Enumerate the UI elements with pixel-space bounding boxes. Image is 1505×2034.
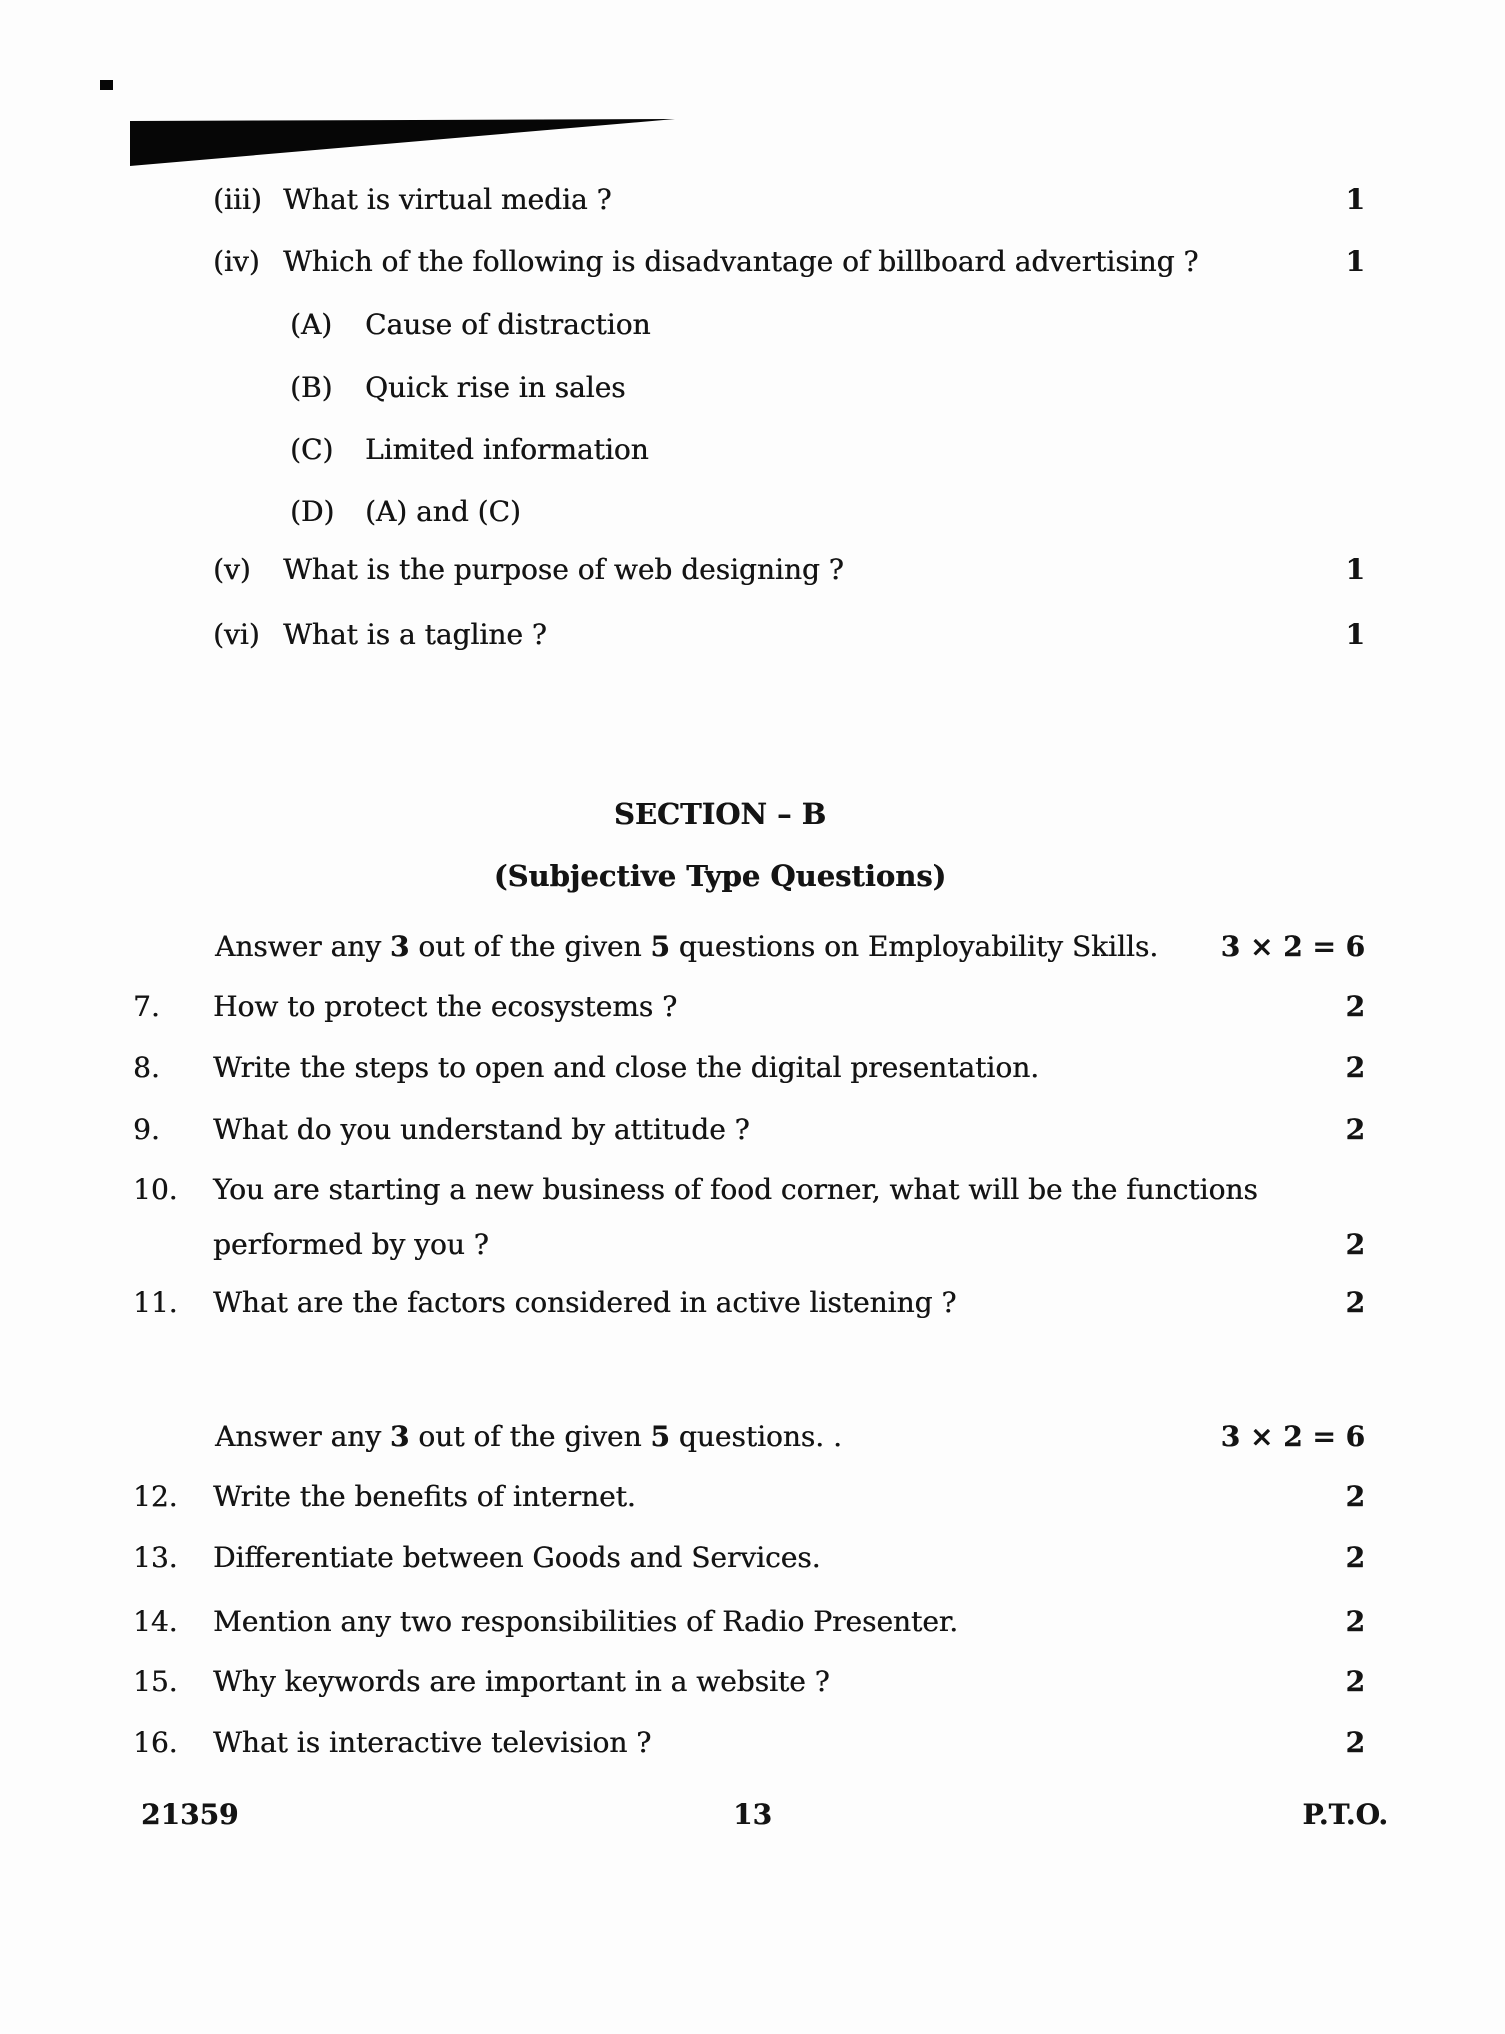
question-text: Mention any two responsibilities of Radio Presenter. [213,1605,958,1638]
question-text: Write the steps to open and close the digital presentation. [213,1051,1040,1084]
question-label: (vi) [213,618,260,651]
page-number: 13 [733,1798,772,1831]
marks-value: 1 [1345,183,1365,216]
option-label: (D) [290,495,335,528]
question-text: What is a tagline ? [283,618,547,651]
question-number: 16. [133,1726,178,1759]
pto-label: P.T.O. [1302,1798,1388,1831]
instruction-post: questions on Employability Skills. [669,930,1159,963]
instruction-total: 5 [650,930,670,963]
question-number: 7. [133,990,160,1023]
option-b-row [0,367,1505,409]
question-text: Which of the following is disadvantage of billboard advertising ? [283,245,1199,278]
question-number: 14. [133,1605,178,1638]
question-10-row-line1 [0,1169,1505,1211]
instruction-pre: Answer any [215,1420,390,1453]
scan-wedge-artifact [125,105,685,170]
question-14-row [0,1601,1505,1643]
question-text: What is interactive television ? [213,1726,652,1759]
option-c-row [0,429,1505,471]
marks-value: 1 [1345,618,1365,651]
marks-value: 2 [1345,1113,1365,1146]
instruction-pre: Answer any [215,930,390,963]
instruction-mid: out of the given [409,1420,651,1453]
instruction-count: 3 [389,1420,410,1453]
marks-value: 2 [1345,1541,1365,1574]
instruction-mid: out of the given [409,930,651,963]
question-iii-row [0,179,1505,221]
question-15-row [0,1661,1505,1703]
marks-value: 2 [1345,1605,1365,1638]
marks-value: 2 [1345,1480,1365,1513]
instruction-text [215,926,1158,968]
question-text: How to protect the ecosystems ? [213,990,678,1023]
section-title: SECTION – B [613,797,827,831]
question-number: 15. [133,1665,178,1698]
question-label: (iv) [213,245,260,278]
marks-value: 1 [1345,245,1365,278]
question-9-row [0,1109,1505,1151]
question-text: What is the purpose of web designing ? [283,553,844,586]
question-text: What are the factors considered in active listening ? [213,1286,957,1319]
question-number: 8. [133,1051,160,1084]
question-11-row [0,1282,1505,1324]
section-subtitle: (Subjective Type Questions) [493,859,947,893]
instruction-total: 5 [650,1420,670,1453]
instruction-text [215,1416,842,1458]
question-text: Differentiate between Goods and Services. [213,1541,821,1574]
instruction-count: 3 [389,930,410,963]
option-label: (B) [290,371,333,404]
question-text: What is virtual media ? [283,183,612,216]
option-text: Limited information [365,433,649,466]
question-text-line1: You are starting a new business of food corner, what will be the functions [213,1173,1258,1206]
section-b-subtitle-row [0,855,1505,897]
question-vi-row [0,614,1505,656]
marks-scheme: 3 × 2 = 6 [1220,1420,1365,1453]
option-label: (C) [290,433,334,466]
question-iv-row [0,241,1505,283]
question-7-row [0,986,1505,1028]
scan-speck-artifact [100,80,113,90]
question-label: (iii) [213,183,262,216]
question-16-row [0,1722,1505,1764]
question-number: 10. [133,1173,178,1206]
marks-scheme: 3 × 2 = 6 [1220,930,1365,963]
question-text: Write the benefits of internet. [213,1480,636,1513]
marks-value: 2 [1345,1726,1365,1759]
marks-value: 2 [1345,1051,1365,1084]
instruction-2-row [0,1416,1505,1458]
paper-code: 21359 [141,1798,239,1831]
option-text: (A) and (C) [365,495,521,528]
instruction-1-row [0,926,1505,968]
question-10-row-line2 [0,1224,1505,1266]
option-text: Quick rise in sales [365,371,626,404]
question-12-row [0,1476,1505,1518]
question-number: 13. [133,1541,178,1574]
footer-row [0,1794,1505,1836]
marks-value: 2 [1345,1665,1365,1698]
marks-value: 2 [1345,990,1365,1023]
option-a-row [0,304,1505,346]
option-d-row [0,491,1505,533]
question-8-row [0,1047,1505,1089]
marks-value: 2 [1345,1286,1365,1319]
question-text: Why keywords are important in a website ? [213,1665,830,1698]
question-number: 9. [133,1113,160,1146]
question-number: 12. [133,1480,178,1513]
option-text: Cause of distraction [365,308,651,341]
instruction-post: questions. . [669,1420,842,1453]
marks-value: 1 [1345,553,1365,586]
question-text: What do you understand by attitude ? [213,1113,750,1146]
question-13-row [0,1537,1505,1579]
section-b-heading-row [0,793,1505,835]
question-number: 11. [133,1286,178,1319]
question-text-line2: performed by you ? [213,1228,489,1261]
option-label: (A) [290,308,333,341]
marks-value: 2 [1345,1228,1365,1261]
question-label: (v) [213,553,251,586]
question-v-row [0,549,1505,591]
